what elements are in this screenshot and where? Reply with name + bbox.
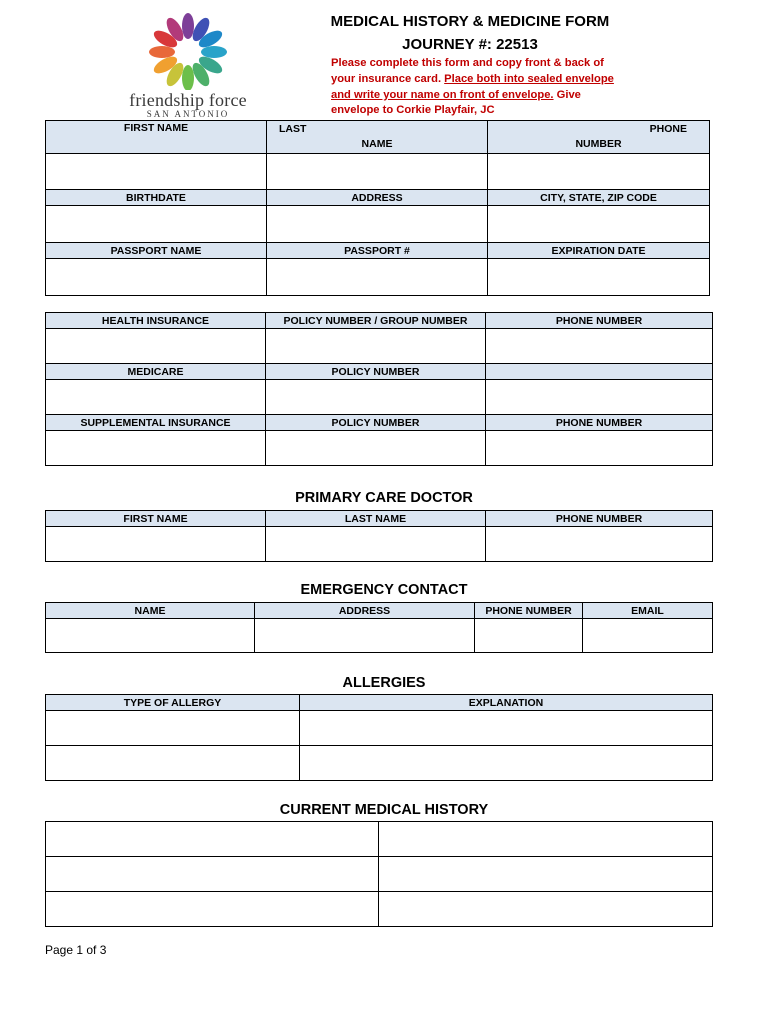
header-medicare: MEDICARE — [46, 364, 266, 380]
header-first-name: FIRST NAME — [46, 121, 267, 154]
instructions-line-1: Please complete this form and copy front & back of — [331, 57, 604, 69]
header-address: ADDRESS — [267, 190, 488, 206]
insurance-table — [45, 312, 713, 466]
history-field[interactable] — [46, 892, 379, 927]
section-title-doctor: PRIMARY CARE DOCTOR — [295, 490, 473, 506]
header-name-label: NAME — [361, 138, 393, 150]
city-state-zip-field[interactable] — [488, 206, 710, 243]
passport-number-field[interactable] — [267, 259, 488, 296]
doctor-phone-field[interactable] — [486, 527, 713, 562]
last-name-field[interactable] — [267, 154, 488, 190]
header-supplemental-insurance: SUPPLEMENTAL INSURANCE — [46, 415, 266, 431]
header-policy-group-number: POLICY NUMBER / GROUP NUMBER — [266, 313, 486, 329]
history-table — [45, 821, 713, 927]
instructions-line-3b: Give — [553, 88, 581, 101]
header-doctor-phone: PHONE NUMBER — [486, 511, 713, 527]
expiration-date-field[interactable] — [488, 259, 710, 296]
insurance-phone-field[interactable] — [486, 329, 713, 364]
medicare-policy-field[interactable] — [266, 380, 486, 415]
header-supplemental-phone: PHONE NUMBER — [486, 415, 713, 431]
policy-group-number-field[interactable] — [266, 329, 486, 364]
header-health-insurance: HEALTH INSURANCE — [46, 313, 266, 329]
birthdate-field[interactable] — [46, 206, 267, 243]
instructions-line-2b: Place both into sealed envelope — [444, 72, 614, 85]
header-allergy-type: TYPE OF ALLERGY — [46, 695, 300, 711]
first-name-field[interactable] — [46, 154, 267, 190]
medicare-field[interactable] — [46, 380, 266, 415]
history-field[interactable] — [379, 892, 713, 927]
header-number-label: NUMBER — [575, 138, 622, 150]
header-insurance-phone: PHONE NUMBER — [486, 313, 713, 329]
header-emergency-name: NAME — [46, 603, 255, 619]
logo-subtitle: SAN ANTONIO — [146, 109, 230, 119]
supplemental-insurance-field[interactable] — [46, 431, 266, 466]
instructions-line-3a: and write your name on front of envelope. — [331, 88, 554, 101]
address-field[interactable] — [267, 206, 488, 243]
logo-wordmark: friendship force — [129, 90, 247, 110]
medicare-extra-field[interactable] — [486, 380, 713, 415]
doctor-first-name-field[interactable] — [46, 527, 266, 562]
header-empty — [486, 364, 713, 380]
doctor-last-name-field[interactable] — [266, 527, 486, 562]
emergency-address-field[interactable] — [255, 619, 475, 653]
allergies-table — [45, 694, 713, 781]
header-allergy-explanation: EXPLANATION — [300, 695, 713, 711]
history-field[interactable] — [46, 857, 379, 892]
supplemental-phone-field[interactable] — [486, 431, 713, 466]
history-field[interactable] — [379, 857, 713, 892]
header-medicare-policy: POLICY NUMBER — [266, 364, 486, 380]
emergency-name-field[interactable] — [46, 619, 255, 653]
journey-number: JOURNEY #: 22513 — [402, 36, 538, 53]
header-supplemental-policy: POLICY NUMBER — [266, 415, 486, 431]
flower-emblem-icon — [146, 12, 230, 90]
health-insurance-field[interactable] — [46, 329, 266, 364]
instructions — [331, 56, 631, 119]
allergy-type-field[interactable] — [46, 746, 300, 781]
history-field[interactable] — [379, 822, 713, 857]
personal-info-table — [45, 120, 710, 296]
section-title-allergies: ALLERGIES — [342, 675, 426, 691]
header-passport-number: PASSPORT # — [267, 243, 488, 259]
friendship-force-logo — [112, 8, 264, 120]
allergy-explanation-field[interactable] — [300, 746, 713, 781]
header-emergency-address: ADDRESS — [255, 603, 475, 619]
supplemental-policy-field[interactable] — [266, 431, 486, 466]
header-phone-label: PHONE — [649, 123, 687, 135]
instructions-line-2a: your insurance card. — [331, 72, 445, 85]
emergency-phone-field[interactable] — [475, 619, 583, 653]
instructions-line-4: envelope to Corkie Playfair, JC — [331, 104, 495, 117]
form-title: MEDICAL HISTORY & MEDICINE FORM — [330, 13, 610, 30]
section-title-emergency: EMERGENCY CONTACT — [300, 582, 468, 598]
header-emergency-email: EMAIL — [583, 603, 713, 619]
passport-name-field[interactable] — [46, 259, 267, 296]
doctor-table — [45, 510, 713, 562]
page-number: Page 1 of 3 — [45, 943, 107, 957]
emergency-email-field[interactable] — [583, 619, 713, 653]
phone-number-field[interactable] — [488, 154, 710, 190]
header-expiration-date: EXPIRATION DATE — [488, 243, 710, 259]
header-passport-name: PASSPORT NAME — [46, 243, 267, 259]
header-emergency-phone: PHONE NUMBER — [475, 603, 583, 619]
emergency-table — [45, 602, 713, 653]
section-title-history: CURRENT MEDICAL HISTORY — [279, 802, 489, 818]
history-field[interactable] — [46, 822, 379, 857]
header-doctor-last-name: LAST NAME — [266, 511, 486, 527]
allergy-explanation-field[interactable] — [300, 711, 713, 746]
allergy-type-field[interactable] — [46, 711, 300, 746]
header-last-label: LAST — [279, 123, 307, 135]
header-last-name — [267, 121, 488, 154]
header-birthdate: BIRTHDATE — [46, 190, 267, 206]
header-doctor-first-name: FIRST NAME — [46, 511, 266, 527]
header-phone-number — [488, 121, 710, 154]
header-city-state-zip: CITY, STATE, ZIP CODE — [488, 190, 710, 206]
